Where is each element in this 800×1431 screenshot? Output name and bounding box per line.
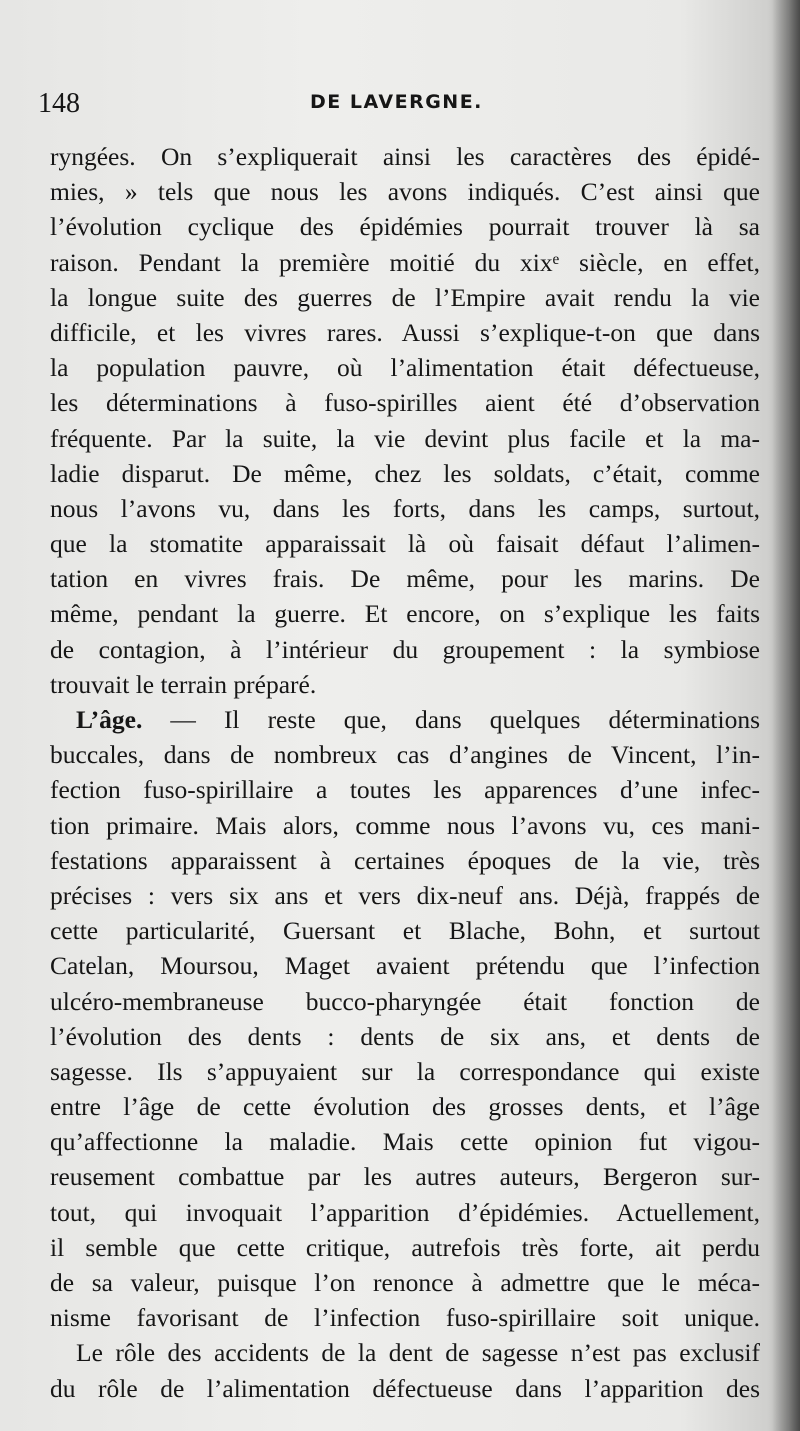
text-line: de sa valeur, puisque l’on renonce à admettre que le méca- [50,1268,760,1297]
text-line: la longue suite des guerres de l’Empire avait rendu la vie [50,282,760,312]
page-number: 148 [38,88,80,119]
section-heading: L’âge. [76,705,143,734]
text-line: il semble que cette critique, autrefois très forte, ait perdu [50,1232,760,1262]
text-line: buccales, dans de nombreux cas d’angines de Vincent, l’in- [50,740,760,770]
text-line: tout, qui invoquait l’apparition d’épidémies. Actuellement, [50,1197,760,1227]
body-text [50,139,760,1406]
text-line: qu’affectionne la maladie. Mais cette opinion fut vigou- [50,1127,760,1157]
text-line: raison. Pendant la première moitié du xixᵉ siècle, en effet, [50,247,760,277]
text-line: Catelan, Moursou, Maget avaient prétendu que l’infection [50,951,760,981]
paragraph-1 [50,139,760,702]
text-line: la population pauvre, où l’alimentation était défectueuse, [50,353,760,383]
page-header [38,88,758,128]
text-line: fréquente. Par la suite, la vie devint plus facile et la ma- [50,423,760,453]
page-gutter-shadow [772,0,800,1431]
text-line: précises : vers six ans et vers dix-neuf ans. Déjà, frappés de [50,880,760,910]
text-line: les déterminations à fuso-spirilles aient été d’observation [50,388,760,418]
text-line: que la stomatite apparaissait là où faisait défaut l’alimen- [50,529,760,559]
text-line-with-heading [50,702,760,737]
text-line: reusement combattue par les autres auteurs, Bergeron sur- [50,1162,760,1192]
text-line: du rôle de l’alimentation défectueuse dans l’apparition des [50,1373,760,1403]
text-line: l’évolution des dents : dents de six ans, et dents de [50,1021,760,1051]
text-line-rest: — Il reste que, dans quelques déterminations [142,705,760,734]
paragraph-2 [50,702,760,1335]
text-line: même, pendant la guerre. Et encore, on s’explique les faits [50,599,760,629]
text-line: nisme favorisant de l’infection fuso-spirillaire soit unique. [50,1303,760,1333]
text-line: Le rôle des accidents de la dent de sagesse n’est pas exclusif [76,1338,760,1368]
text-line: de contagion, à l’intérieur du groupement : la symbiose [50,634,760,664]
text-line: entre l’âge de cette évolution des grosses dents, et l’âge [50,1092,760,1122]
running-head: DE LAVERGNE. [310,91,483,113]
text-line: tion primaire. Mais alors, comme nous l’avons vu, ces mani- [50,810,760,840]
text-line: mies, » tels que nous les avons indiqués. C’est ainsi que [50,177,760,207]
text-line: ulcéro-membraneuse bucco-pharyngée était fonction de [50,986,760,1016]
text-line: festations apparaissent à certaines époques de la vie, très [50,845,760,875]
text-line: fection fuso-spirillaire a toutes les apparences d’une infec- [50,775,760,805]
text-line: difficile, et les vivres rares. Aussi s’explique-t-on que dans [50,317,760,347]
text-line: sagesse. Ils s’appuyaient sur la correspondance qui existe [50,1056,760,1086]
text-line: l’évolution cyclique des épidémies pourrait trouver là sa [50,212,760,242]
text-line: cette particularité, Guersant et Blache, Bohn, et surtout [50,916,760,946]
text-line: nous l’avons vu, dans les forts, dans les camps, surtout, [50,493,760,523]
text-line: trouvait le terrain préparé. [50,669,317,699]
paragraph-3 [50,1335,760,1405]
text-line: ryngées. On s’expliquerait ainsi les caractères des épidé- [50,142,760,171]
text-line: ladie disparut. De même, chez les soldats, c’était, comme [50,458,760,488]
text-line: tation en vivres frais. De même, pour les marins. De [50,564,760,594]
